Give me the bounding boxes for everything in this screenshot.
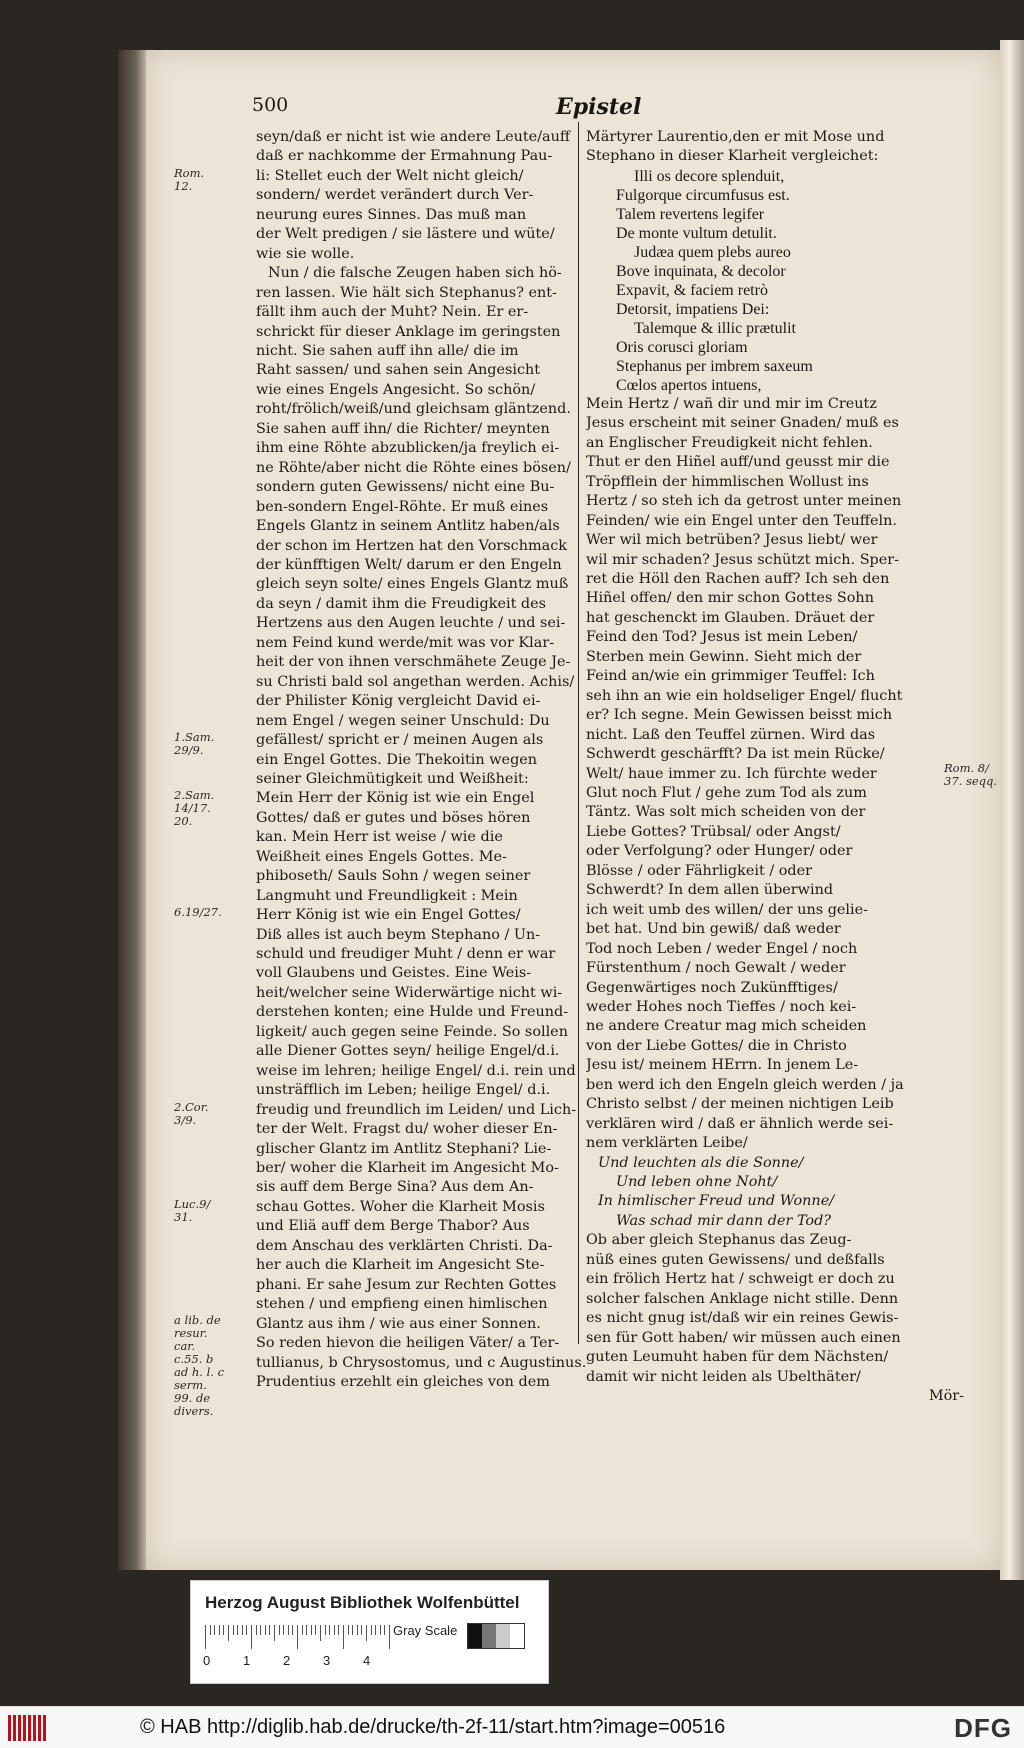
text-line: Feinden/ wie ein Engel unter den Teuffeln.	[586, 512, 897, 529]
text-line: phiboseth/ Sauls Sohn / wegen seiner	[256, 868, 531, 885]
latin-verse-line: Oris corusci gloriam	[616, 338, 748, 356]
margin-note: 2.Sam. 14/17. 20.	[174, 788, 215, 829]
ruler-tick	[366, 1625, 367, 1641]
text-line: Schwerdt geschärfft? Da ist mein Rücke/	[586, 746, 885, 763]
ruler-tick	[283, 1625, 284, 1635]
copyright-link[interactable]: © HAB http://diglib.hab.de/drucke/th-2f-11/start.htm?image=00516	[140, 1716, 726, 1738]
text-line: stehen / und empfieng einen himlischen	[256, 1296, 548, 1313]
margin-note: 1.Sam. 29/9.	[174, 729, 215, 757]
ruler-tick	[311, 1625, 312, 1635]
ruler-tick	[297, 1625, 298, 1649]
text-line: Thut er den Hiñel auff/und geusst mir die	[586, 454, 890, 471]
text-line: nem Feind kund werde/mit was vor Klar-	[256, 634, 555, 651]
text-line: neurung eures Sinnes. Das muß man	[256, 206, 527, 223]
verse-line: Und leuchten als die Sonne/	[598, 1154, 804, 1171]
ruler-tick	[219, 1625, 220, 1635]
text-line: alle Diener Gottes seyn/ heilige Engel/d.i.	[256, 1043, 560, 1060]
text-line: ein Engel Gottes. Die Thekoitin wegen	[256, 751, 538, 768]
text-line: sis auff dem Berge Sina? Aus dem An-	[256, 1179, 534, 1196]
text-line: hat geschenckt im Glauben. Dräuet der	[586, 609, 875, 626]
book-fore-edge	[1000, 40, 1024, 1580]
latin-verse-line: Expavit, & faciem retrò	[616, 281, 768, 299]
hab-logo-icon[interactable]	[8, 1715, 46, 1741]
text-line: da seyn / damit ihm die Freudigkeit des	[256, 595, 547, 612]
text-line: ne andere Creatur mag mich scheiden	[586, 1018, 867, 1035]
ruler-tick	[228, 1625, 229, 1641]
ruler-tick	[214, 1625, 215, 1635]
text-line: an Englischer Freudigkeit nicht fehlen.	[586, 434, 873, 451]
library-name: Herzog August Bibliothek Wolfenbüttel	[205, 1593, 520, 1612]
ruler-tick	[223, 1625, 224, 1635]
text-line: Wer wil mich betrüben? Jesus liebt/ wer	[586, 532, 878, 549]
text-line: Feind an/wie ein grimmiger Teuffel: Ich	[586, 668, 875, 685]
text-line: ligkeit/ auch gegen seine Feinde. So sollen	[256, 1023, 568, 1040]
text-line: der Welt predigen / sie lästere und wüte/	[256, 226, 555, 243]
text-line: fällt ihm auch der Muht? Nein. Er er-	[256, 304, 529, 321]
gray-step	[510, 1624, 524, 1648]
ruler-tick	[279, 1625, 280, 1635]
ruler-tick	[233, 1625, 234, 1635]
gray-step	[496, 1624, 510, 1648]
text-line: freudig und freundlich im Leiden/ und Lich-	[256, 1101, 577, 1118]
ruler-tick	[325, 1625, 326, 1635]
text-line: Engels Glantz in seinem Antlitz haben/als	[256, 518, 560, 535]
latin-verse-line: Detorsit, impatiens Dei:	[616, 300, 770, 318]
text-line: Christo selbst / der meinen nichtigen Leib	[586, 1096, 894, 1113]
text-line: ben werd ich den Engeln gleich werden / ja	[586, 1076, 904, 1093]
text-line: ich weit umb des willen/ der uns gelie-	[586, 901, 869, 918]
text-line: nicht. Laß den Teuffel zürnen. Wird das	[586, 726, 876, 743]
book-page	[146, 50, 1001, 1570]
latin-verse-line: Fulgorque circumfusus est.	[616, 186, 790, 204]
ruler-tick	[334, 1625, 335, 1635]
text-line: Gegenwärtiges noch Zukünfftiges/	[586, 979, 838, 996]
text-line: wil mir schaden? Jesus schützt mich. Sper-	[586, 551, 900, 568]
ruler-tick	[251, 1625, 252, 1649]
text-line: derstehen konten; eine Hulde und Freund-	[256, 1004, 569, 1021]
text-line: er? Ich segne. Mein Gewissen beisst mich	[586, 707, 893, 724]
margin-note: Rom. 12.	[174, 165, 205, 193]
latin-verse-line: Illi os decore splenduit,	[634, 167, 785, 185]
ruler-tick	[288, 1625, 289, 1635]
text-line: Hertz / so steh ich da getrost unter meinen	[586, 493, 902, 510]
text-line: nüß eines guten Gewissens/ und deßfalls	[586, 1251, 885, 1268]
text-line: Jesu ist/ meinem HErrn. In jenem Le-	[586, 1057, 859, 1074]
text-line: schuld und freudiger Muht / denn er war	[256, 946, 556, 963]
text-line: ter der Welt. Fragst du/ woher dieser En-	[256, 1121, 558, 1138]
ruler-tick	[357, 1625, 358, 1635]
text-line: Blösse / oder Fährligkeit / oder	[586, 862, 813, 879]
book-gutter	[118, 50, 148, 1570]
text-line: Glantz aus ihm / wie aus einer Sonnen.	[256, 1315, 541, 1332]
text-line: guten Leumuht haben für dem Nächsten/	[586, 1349, 889, 1366]
library-color-card	[190, 1580, 549, 1684]
gray-step	[468, 1624, 482, 1648]
right-column	[586, 128, 964, 1406]
gray-step	[482, 1624, 496, 1648]
latin-verse-line: Talem revertens legifer	[616, 205, 765, 223]
text-line: der Philister König vergleicht David ei-	[256, 693, 541, 710]
text-line: Hertzens aus den Augen leuchte / und sei-	[256, 615, 566, 632]
text-line: sondern/ werdet verändert durch Ver-	[256, 187, 534, 204]
text-line: wie eines Engels Angesicht. So schön/	[256, 381, 536, 398]
text-line: gefällest/ spricht er / meinen Augen als	[256, 732, 544, 749]
ruler-tick	[260, 1625, 261, 1635]
text-line: Mein Herr der König ist wie ein Engel	[256, 790, 535, 807]
verse-line: Und leben ohne Noht/	[616, 1174, 778, 1191]
margin-note: 2.Cor. 3/9.	[174, 1099, 209, 1127]
text-line: Liebe Gottes? Trübsal/ oder Angst/	[586, 823, 841, 840]
gray-scale-label: Gray Scale	[393, 1623, 458, 1638]
text-line: tullianus, b Chrysostomus, und c Augustinus.	[256, 1354, 587, 1371]
ruler-tick	[210, 1625, 211, 1635]
text-line: Ob aber gleich Stephanus das Zeug-	[586, 1232, 852, 1249]
text-line: Glut noch Flut / gehe zum Tod als zum	[586, 784, 867, 801]
text-line: und Eliä auff dem Berge Thabor? Aus	[256, 1218, 530, 1235]
text-line: Nun / die falsche Zeugen haben sich hö-	[268, 265, 562, 282]
margin-note: a lib. de resur. car. c.55. b ad h. l. c serm. 99. de divers.	[174, 1313, 225, 1419]
text-line: der schon im Hertzen hat den Vorschmack	[256, 537, 567, 554]
ruler-tick	[256, 1625, 257, 1635]
ruler-tick	[380, 1625, 381, 1635]
text-line: unsträfflich im Leben; heilige Engel/ d.i.	[256, 1082, 551, 1099]
text-line: Welt/ haue immer zu. Ich fürchte weder	[586, 765, 877, 782]
ruler-tick	[237, 1625, 238, 1635]
text-line: seiner Gleichmütigkeit und Weißheit:	[256, 770, 529, 787]
margin-note: Luc.9/ 31.	[174, 1196, 211, 1224]
ruler-tick	[389, 1625, 390, 1649]
text-line: bet hat. Und bin gewiß/ daß weder	[586, 921, 841, 938]
text-line: Fürstenthum / noch Gewalt / weder	[586, 960, 846, 977]
text-line: kan. Mein Herr ist weise / wie die	[256, 829, 503, 846]
ruler-tick	[246, 1625, 247, 1635]
margin-note: 6.19/27.	[174, 905, 222, 919]
text-line: Raht sassen/ und sahen sein Angesicht	[256, 362, 541, 379]
text-line: So reden hievon die heiligen Väter/ a Ter-	[256, 1335, 560, 1352]
text-line: nem verklärten Leibe/	[586, 1135, 748, 1152]
ruler-tick	[265, 1625, 266, 1635]
text-line: seh ihn an wie ein holdseliger Engel/ flucht	[586, 687, 903, 704]
text-line: sen für Gott haben/ wir müssen auch einen	[586, 1329, 901, 1346]
latin-verse-line: De monte vultum detulit.	[616, 224, 777, 242]
latin-verse-line: Talemque & illic prætulit	[634, 319, 796, 337]
ruler-number: 2	[283, 1653, 291, 1668]
text-line: li: Stellet euch der Welt nicht gleich/	[256, 167, 524, 184]
text-line: Herr König ist wie ein Engel Gottes/	[256, 907, 521, 924]
text-line: her auch die Klarheit im Angesicht Ste-	[256, 1257, 545, 1274]
text-line: sondern guten Gewissens/ nicht eine Bu-	[256, 479, 555, 496]
text-line: gleich seyn solte/ eines Engels Glantz muß	[256, 576, 569, 593]
text-line: glischer Glantz im Antlitz Stephani? Lie-	[256, 1140, 552, 1157]
text-line: ret die Höll den Rachen auff? Ich seh den	[586, 570, 890, 587]
ruler-tick	[361, 1625, 362, 1635]
latin-verse-line: Judæa quem plebs aureo	[634, 243, 791, 261]
ruler-tick	[269, 1625, 270, 1635]
text-line: ren lassen. Wie hält sich Stephanus? ent-	[256, 284, 557, 301]
ruler-tick	[338, 1625, 339, 1635]
ruler-tick	[315, 1625, 316, 1635]
verse-line: Was schad mir dann der Tod?	[616, 1212, 832, 1229]
text-line: ber/ woher die Klarheit im Angesicht Mo-	[256, 1160, 559, 1177]
text-line: Prudentius erzehlt ein gleiches von dem	[256, 1374, 550, 1390]
text-line: Gottes/ daß er gutes und böses hören	[256, 809, 531, 826]
text-line: ihm eine Röhte abzublicken/ja freylich ei-	[256, 440, 560, 457]
text-line: Mein Hertz / wañ dir und mir im Creutz	[586, 395, 877, 412]
text-line: Sie sahen auff ihn/ die Richter/ meynten	[256, 420, 550, 437]
latin-verse-line: Stephanus per imbrem saxeum	[616, 357, 813, 375]
latin-verse-line: Bove inquinata, & decolor	[616, 262, 786, 280]
text-line: nem Engel / wegen seiner Unschuld: Du	[256, 712, 550, 729]
ruler-tick	[384, 1625, 385, 1635]
ruler-tick	[329, 1625, 330, 1635]
text-line: Sterben mein Gewinn. Sieht mich der	[586, 648, 862, 665]
catchword: Mör-	[928, 1388, 964, 1405]
left-column	[256, 128, 590, 1392]
gray-scale-swatch	[467, 1623, 525, 1649]
ruler-tick	[375, 1625, 376, 1635]
text-line: heit/welcher seine Widerwärtige nicht wi-	[256, 984, 563, 1001]
text-line: daß er nachkomme der Ermahnung Pau-	[256, 148, 553, 165]
ruler-number: 1	[243, 1653, 251, 1668]
text-line: voll Glaubens und Geistes. Eine Weis-	[256, 965, 532, 982]
ruler-number: 4	[363, 1653, 371, 1668]
ruler-number: 0	[203, 1653, 211, 1668]
ruler-tick	[306, 1625, 307, 1635]
text-line: ne Röhte/aber nicht die Röhte eines bösen/	[256, 459, 571, 476]
text-line: phani. Er sahe Jesum zur Rechten Gottes	[256, 1276, 557, 1293]
text-line: dem Anschau des verklärten Christi. Da-	[256, 1237, 553, 1254]
text-line: schau Gottes. Woher die Klarheit Mosis	[256, 1198, 545, 1215]
measurement-ruler	[205, 1625, 395, 1651]
text-line: weise im lehren; heilige Engel/ d.i. rein und	[256, 1062, 576, 1079]
text-line: Tröpfflein der himmlischen Wollust ins	[586, 473, 869, 490]
ruler-tick	[371, 1625, 372, 1635]
ruler-tick	[352, 1625, 353, 1635]
text-line: Jesus erscheint mit seiner Gnaden/ muß es	[586, 415, 899, 432]
ruler-tick	[343, 1625, 344, 1649]
ruler-tick	[205, 1625, 206, 1649]
ruler-number: 3	[323, 1653, 331, 1668]
text-line: Stephano in dieser Klarheit vergleichet:	[586, 148, 879, 165]
text-line: Tod noch Leben / weder Engel / noch	[586, 940, 858, 957]
text-line: Schwerdt? In dem allen überwind	[586, 882, 834, 899]
text-line: Hiñel offen/ den mir schon Gottes Sohn	[586, 590, 874, 607]
text-line: wie sie wolle.	[256, 245, 355, 262]
ruler-tick	[274, 1625, 275, 1641]
text-line: schrickt für dieser Anklage im geringsten	[256, 323, 561, 340]
text-line: nicht. Sie sahen auff ihn alle/ die im	[256, 342, 519, 359]
text-line: ein frölich Hertz hat / schweigt er doch zu	[586, 1271, 895, 1288]
text-line: es nicht gnug ist/daß wir ein reines Gewis-	[586, 1310, 899, 1327]
text-line: su Christi bald sol angethan werden. Achis/	[256, 673, 575, 690]
text-line: verklären wird / daß er ähnlich werde sei-	[586, 1115, 894, 1132]
text-line: Feind den Tod? Jesus ist mein Leben/	[586, 629, 858, 646]
text-line: Täntz. Was solt mich scheiden von der	[586, 804, 866, 821]
ruler-tick	[348, 1625, 349, 1635]
text-line: solcher falschen Anklage nicht stille. Denn	[586, 1290, 899, 1307]
text-line: weder Hohes noch Tieffes / noch kei-	[586, 998, 857, 1015]
text-line: Weißheit eines Engels Gottes. Me-	[256, 848, 507, 865]
text-line: Diß alles ist auch beym Stephano / Un-	[256, 926, 541, 943]
right-margin-note: Rom. 8/ 37. seqq.	[944, 761, 998, 788]
latin-verse-line: Cœlos apertos intuens,	[616, 376, 762, 394]
ruler-tick	[242, 1625, 243, 1635]
text-line: roht/frölich/weiß/und gleichsam gläntzend.	[256, 401, 571, 418]
viewer-footer-bar	[0, 1706, 1024, 1748]
text-line: Langmuht und Freundligkeit : Mein	[256, 887, 518, 904]
verse-line: In himlischer Freud und Wonne/	[598, 1193, 835, 1210]
text-line: oder Verfolgung? oder Hunger/ oder	[586, 843, 853, 860]
page-header: Epistel	[556, 94, 642, 120]
text-line: seyn/daß er nicht ist wie andere Leute/auff	[256, 129, 571, 145]
ruler-tick	[292, 1625, 293, 1635]
page-number: 500	[252, 94, 289, 116]
text-line: ben-sondern Engel-Röhte. Er muß eines	[256, 498, 549, 515]
dfg-logo[interactable]: DFG	[954, 1713, 1012, 1743]
ruler-tick	[320, 1625, 321, 1641]
text-line: von der Liebe Gottes/ die in Christo	[586, 1037, 847, 1054]
text-line: heit der von ihnen verschmähete Zeuge Je-	[256, 654, 571, 671]
text-line: Märtyrer Laurentio,den er mit Mose und	[586, 129, 885, 145]
text-line: der künfftigen Welt/ darum er den Engeln	[256, 556, 562, 573]
text-line: damit wir nicht leiden als Ubelthäter/	[586, 1368, 861, 1385]
ruler-tick	[302, 1625, 303, 1635]
